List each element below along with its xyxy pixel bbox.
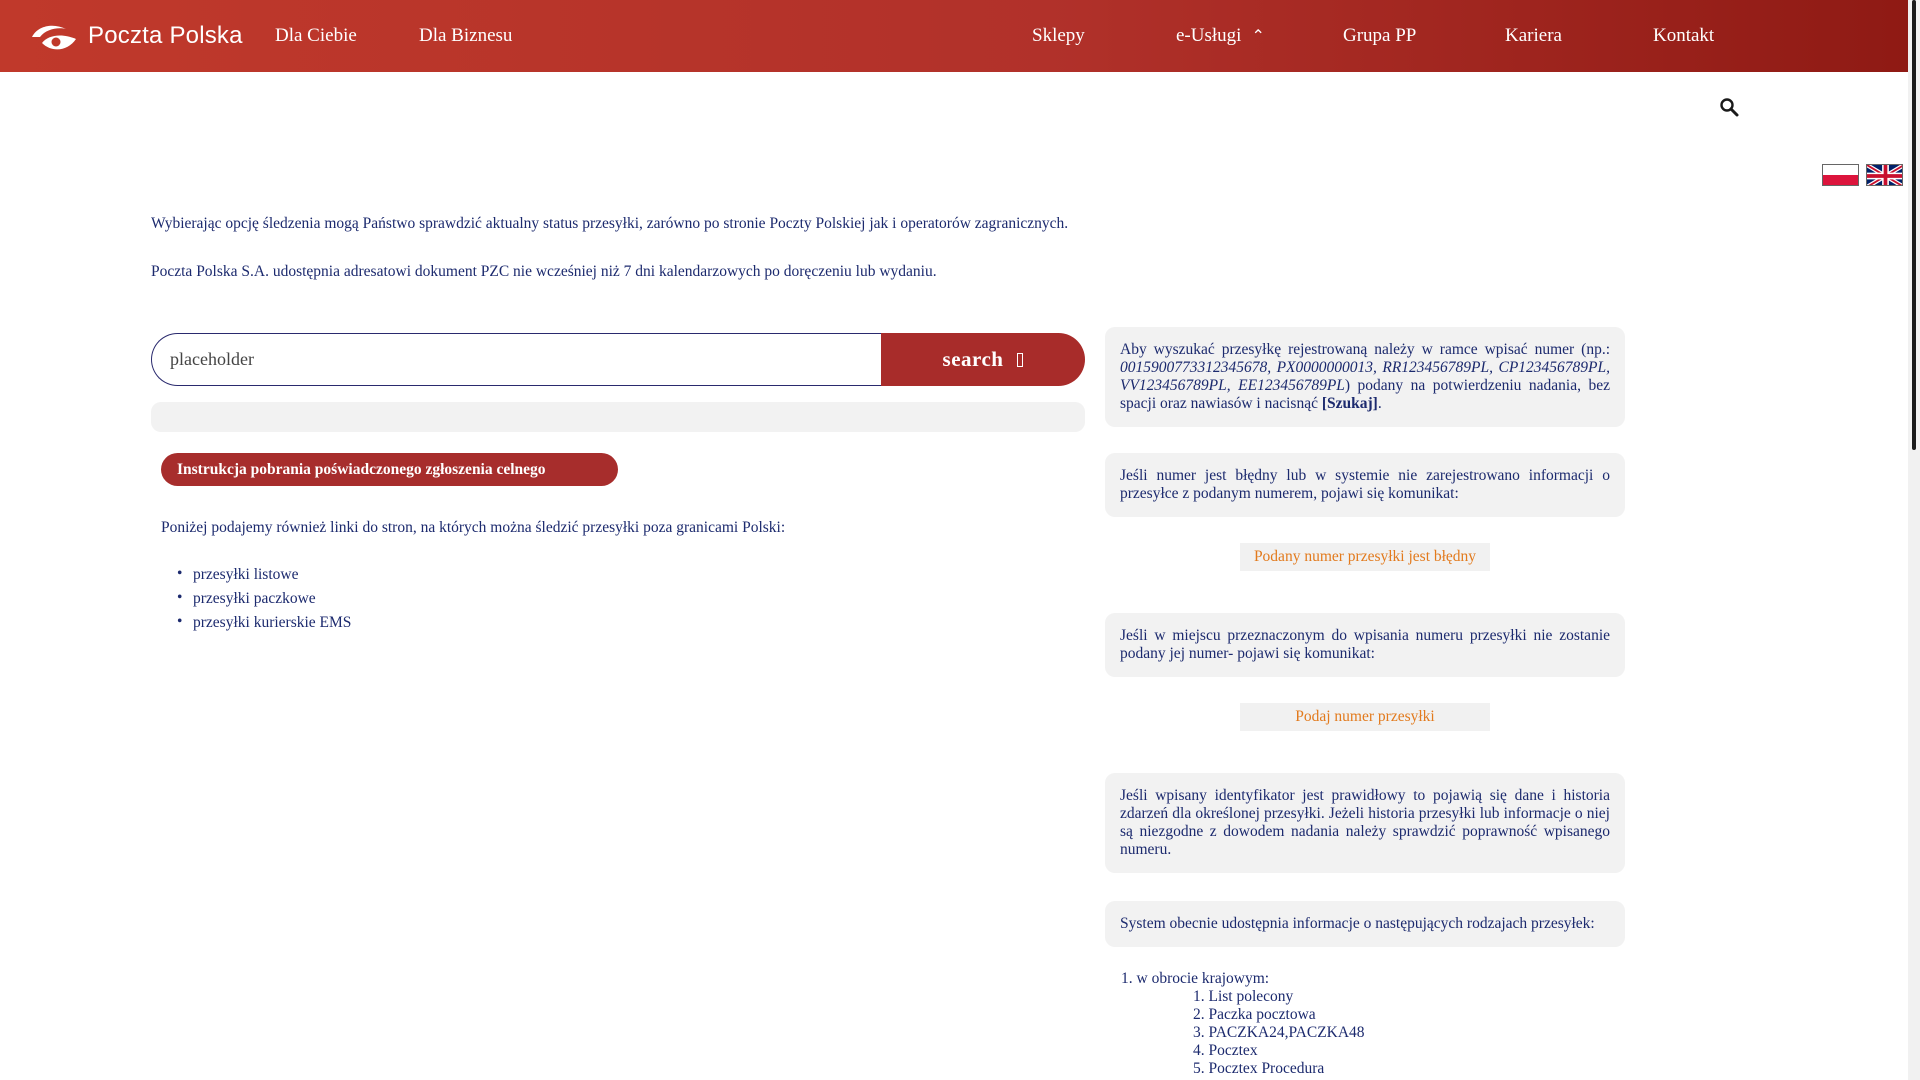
info-valid-number: Jeśli wpisany identyfikator jest prawidłowy to pojawią się dane i historia zdarzeń dla określonej przesyłki. Jeżeli historia przesyłki lub informacje o niej są niezgodne z dowodem nadania należy sprawdzić poprawność wpisanego numeru. <box>1105 773 1625 873</box>
tracking-number-input[interactable] <box>151 333 883 386</box>
info-text: Aby wyszukać przesyłkę rejestrowaną należy w ramce wpisać numer (np.: <box>1120 341 1610 358</box>
nav-sklepy[interactable]: Sklepy <box>1032 25 1085 46</box>
nav-grupa-pp[interactable]: Grupa PP <box>1343 25 1417 46</box>
top-navigation-bar <box>0 0 1908 72</box>
link-ems-shipments[interactable]: przesyłki kurierskie EMS <box>193 614 352 631</box>
list-item: 5. Pocztex Procedura <box>1193 1060 1325 1077</box>
search-button-icon <box>1017 353 1023 367</box>
language-polish-flag-icon[interactable] <box>1822 164 1859 186</box>
list-item: 1. List polecony <box>1193 988 1294 1005</box>
intro-text-pzc: Poczta Polska S.A. udostępnia adresatowi dokument PZC nie wcześniej niż 7 dni kalendarzowych po doręczeniu lub wydaniu. <box>151 263 937 280</box>
post-horn-logo-icon <box>28 21 80 51</box>
nav-kontakt[interactable]: Kontakt <box>1653 25 1715 46</box>
brand-name: Poczta Polska <box>88 22 243 49</box>
language-english-flag-icon[interactable] <box>1866 164 1903 186</box>
info-how-to-search <box>1105 327 1625 427</box>
external-tracking-links <box>193 566 351 638</box>
search-button[interactable] <box>881 333 1085 386</box>
info-empty-number: Jeśli w miejscu przeznaczonym do wpisania numeru przesyłki nie zostanie podany jej numer- pojawi się komunikat: <box>1105 613 1625 677</box>
link-parcel-shipments[interactable]: przesyłki paczkowe <box>193 590 316 607</box>
nav-e-uslugi-label: e-Usługi <box>1176 25 1242 46</box>
list-item: 3. PACZKA24,PACZKA48 <box>1193 1024 1365 1041</box>
example-numbers: 00159007733123456​78, PX0000000013, RR123456789PL, CP123456789PL, VV123456789PL, EE123456789PL <box>1120 359 1610 394</box>
link-letter-shipments[interactable]: przesyłki listowe <box>193 566 299 583</box>
search-result-area <box>151 402 1085 432</box>
nav-kariera[interactable]: Kariera <box>1505 25 1562 46</box>
list-item <box>193 614 351 638</box>
empty-number-message: Podaj numer przesyłki <box>1240 703 1490 731</box>
customs-declaration-instruction-button[interactable]: Instrukcja pobrania poświadczonego zgłoszenia celnego <box>161 453 618 486</box>
search-keyword: [Szukaj] <box>1321 395 1378 412</box>
info-invalid-number: Jeśli numer jest błędny lub w systemie nie zarejestrowano informacji o przesyłce z podanym numerem, pojawi się komunikat: <box>1105 453 1625 517</box>
nav-e-uslugi[interactable] <box>1176 25 1265 47</box>
list-item: 2. Paczka pocztowa <box>1193 1006 1316 1023</box>
brand-logo[interactable] <box>28 18 243 54</box>
tracking-search-form <box>151 333 1085 386</box>
info-supported-types: System obecnie udostępnia informacje o następujących rodzajach przesyłek: <box>1105 901 1625 947</box>
list-item <box>193 566 351 590</box>
nav-dla-ciebie[interactable]: Dla Ciebie <box>275 25 357 46</box>
supported-shipment-types <box>1121 970 1365 1078</box>
list-item <box>193 590 351 614</box>
invalid-number-message: Podany numer przesyłki jest błędny <box>1240 543 1490 571</box>
search-button-label: search <box>942 347 1004 371</box>
search-icon[interactable] <box>1718 96 1740 118</box>
info-text: ) podany na potwierdzeniu nadania, bez spacji oraz nawiasów i nacisnąć <box>1120 377 1610 412</box>
nav-dla-biznesu[interactable]: Dla Biznesu <box>419 25 513 46</box>
scrollbar-thumb[interactable] <box>1912 0 1916 450</box>
intro-text-tracking: Wybierając opcję śledzenia mogą Państwo sprawdzić aktualny status przesyłki, zarówno po stronie Poczty Polskiej jak i operatorów zagranicznych. <box>151 215 1069 232</box>
info-text: . <box>1377 395 1382 412</box>
external-tracking-intro: Poniżej podajemy również linki do stron, na których można śledzić przesyłki poza granicami Polski: <box>161 519 786 536</box>
dropdown-caret-icon: ⌃ <box>1251 28 1265 45</box>
types-heading: 1. w obrocie krajowym: <box>1121 970 1270 987</box>
list-item: 4. Pocztex <box>1193 1042 1258 1059</box>
